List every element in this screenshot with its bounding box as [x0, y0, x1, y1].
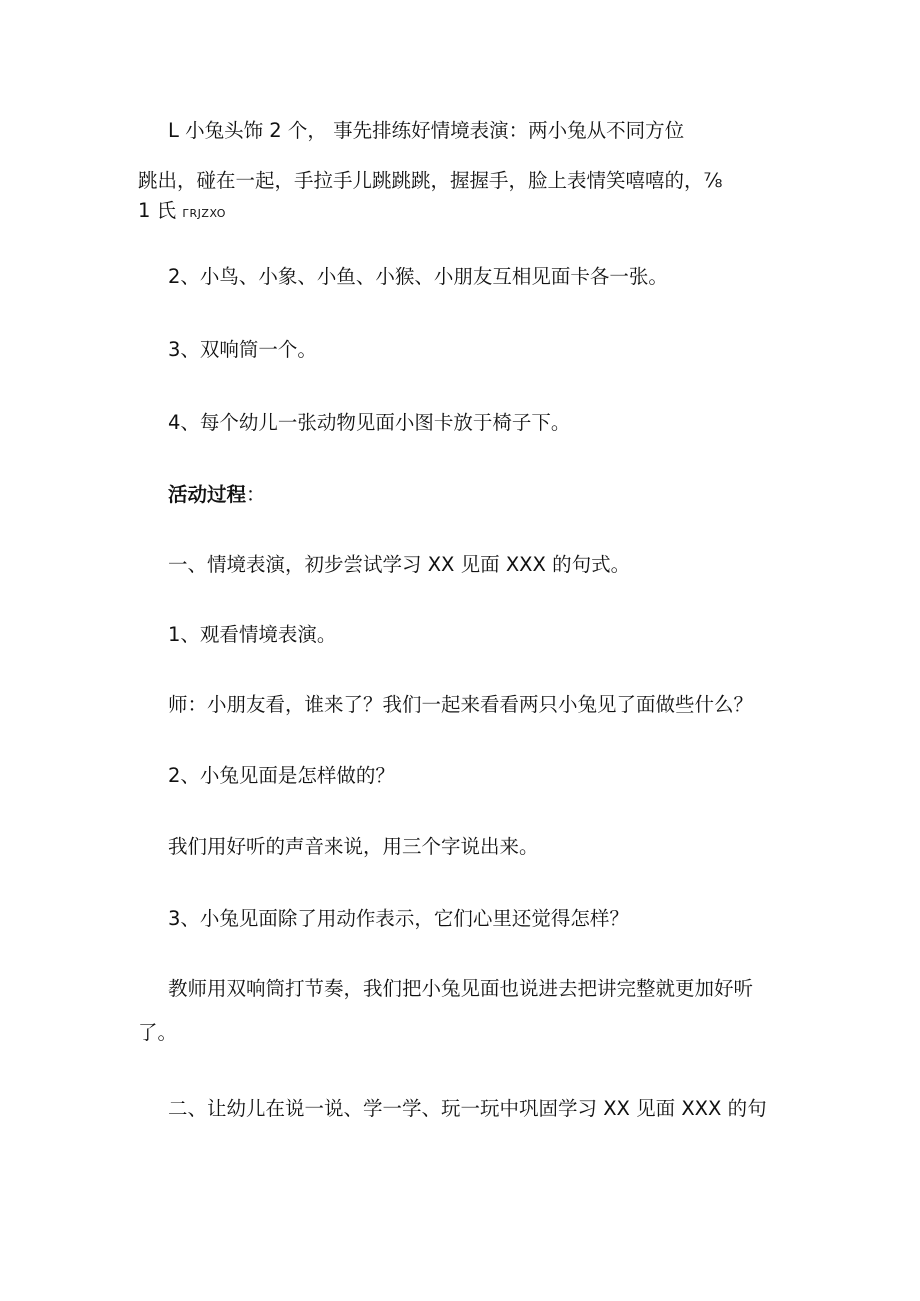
step-2-note: 我们用好听的声音来说，用三个字说出来。 [168, 835, 539, 858]
material-1-line-1: L 小兔头饰 2 个， 事先排练好情境表演：两小兔从不同方位 [168, 119, 685, 142]
material-1-line-2: 跳出，碰在一起，手拉手儿跳跳跳，握握手，脸上表情笑嘻嘻的，⅞ [138, 169, 723, 192]
process-heading [168, 482, 266, 508]
material-4: 4、每个幼儿一张动物见面小图卡放于椅子下。 [168, 411, 571, 434]
material-1-line-3-main: 1 氏 [138, 199, 177, 222]
material-1-line-3 [138, 198, 226, 227]
material-3: 3、双响筒一个。 [168, 338, 317, 361]
process-heading-text: 活动过程 [168, 483, 247, 506]
step-1: 1、观看情境表演。 [168, 623, 337, 646]
step-3: 3、小兔见面除了用动作表示，它们心里还觉得怎样？ [168, 907, 629, 930]
step-2: 2、小兔见面是怎样做的？ [168, 764, 395, 787]
step-3-note-line-2: 了。 [138, 1021, 178, 1044]
step-3-note-line-1: 教师用双响筒打节奏，我们把小兔见面也说进去把讲完整就更加好听 [168, 977, 754, 1000]
section-1-heading: 一、情境表演，初步尝试学习 XX 见面 XXX 的句式。 [168, 553, 631, 576]
material-2: 2、小鸟、小象、小鱼、小猴、小朋友互相见面卡各一张。 [168, 265, 668, 288]
material-1-line-3-small: ГRJZXO [182, 207, 226, 220]
section-2-heading: 二、让幼儿在说一说、学一学、玩一玩中巩固学习 XX 见面 XXX 的句 [168, 1097, 767, 1120]
process-heading-colon: ： [246, 483, 266, 506]
teacher-line: 师：小朋友看，谁来了？我们一起来看看两只小兔见了面做些什么？ [168, 693, 754, 716]
